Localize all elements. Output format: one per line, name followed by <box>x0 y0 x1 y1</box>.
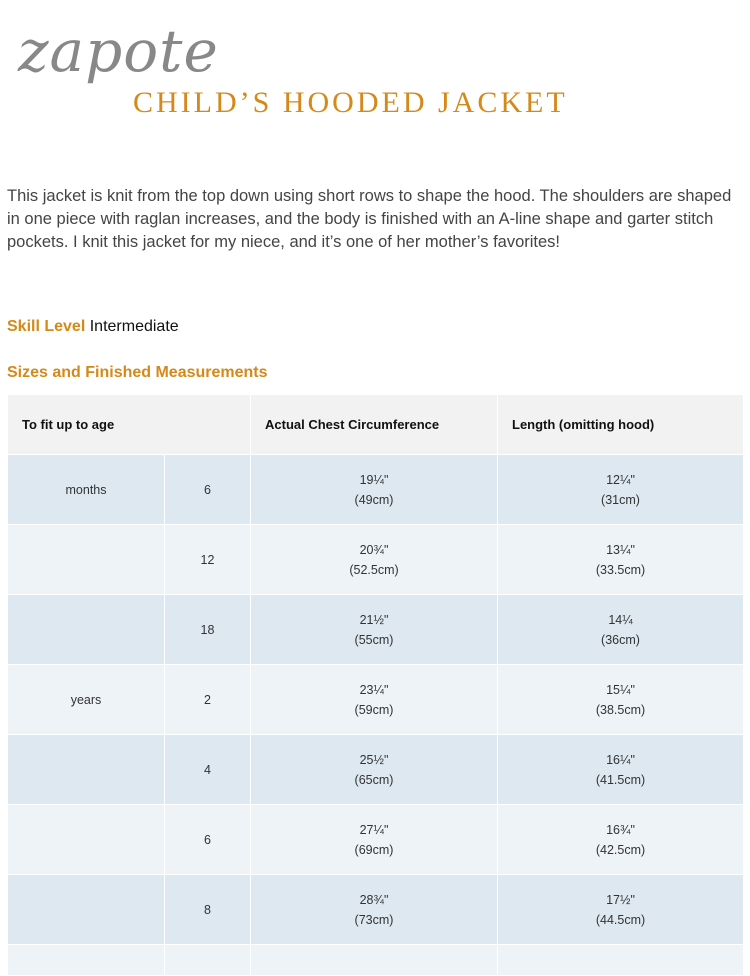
age-cell: 6 <box>165 805 251 875</box>
chest-cell-cm: (49cm) <box>354 492 394 507</box>
age-cell: 12 <box>165 525 251 595</box>
length-cell-in: 15¼" <box>606 682 635 697</box>
chest-cell <box>251 735 498 805</box>
length-cell-in: 12¼" <box>606 472 635 487</box>
chest-cell <box>251 525 498 595</box>
empty-cell <box>8 945 165 976</box>
length-cell-in: 14¼ <box>608 612 633 627</box>
length-cell-cm: (44.5cm) <box>595 912 646 927</box>
chest-cell <box>251 875 498 945</box>
chest-cell-in: 25½" <box>359 752 389 767</box>
chest-cell-in: 23¼" <box>359 682 389 697</box>
skill-level-value: Intermediate <box>89 318 179 335</box>
empty-cell <box>251 945 498 976</box>
length-cell <box>498 875 744 945</box>
age-unit-cell <box>8 525 165 595</box>
chest-cell-cm: (59cm) <box>354 702 394 717</box>
sizes-heading: Sizes and Finished Measurements <box>7 364 268 381</box>
age-unit-cell <box>8 875 165 945</box>
length-cell <box>498 665 744 735</box>
age-unit-cell <box>8 805 165 875</box>
skill-level <box>7 318 179 336</box>
chest-cell-in: 19¼" <box>359 472 389 487</box>
chest-cell <box>251 805 498 875</box>
chest-cell-in: 27¼" <box>359 822 389 837</box>
column-header-age: To fit up to age <box>8 395 251 455</box>
table-row <box>8 805 744 875</box>
length-cell <box>498 595 744 665</box>
empty-cell <box>165 945 251 976</box>
table-row <box>8 525 744 595</box>
chest-cell-in: 28¾" <box>359 892 389 907</box>
column-header-length: Length (omitting hood) <box>498 395 744 455</box>
age-unit-cell: years <box>8 665 165 735</box>
table-row <box>8 595 744 665</box>
age-unit-cell <box>8 735 165 805</box>
chest-cell-cm: (55cm) <box>354 632 394 647</box>
empty-cell <box>498 945 744 976</box>
table-row <box>8 735 744 805</box>
intro-paragraph: This jacket is knit from the top down using short rows to shape the hood. The shoulders are shaped in one piece with raglan increases, and the body is finished with an A-line shape and garter stitch pockets. I knit this jacket for my niece, and it’s one of her mother’s favorites! <box>7 186 732 251</box>
chest-cell-cm: (73cm) <box>354 912 394 927</box>
length-cell-cm: (41.5cm) <box>595 772 646 787</box>
skill-level-label: Skill Level <box>7 318 86 335</box>
length-cell-cm: (42.5cm) <box>595 842 646 857</box>
length-cell-cm: (36cm) <box>601 632 640 647</box>
table-header-row <box>8 395 744 455</box>
length-cell-in: 16¾" <box>606 822 635 837</box>
chest-cell-in: 21½" <box>359 612 389 627</box>
chest-cell <box>251 455 498 525</box>
age-cell: 6 <box>165 455 251 525</box>
length-cell <box>498 455 744 525</box>
table-row <box>8 665 744 735</box>
age-cell: 8 <box>165 875 251 945</box>
length-cell <box>498 525 744 595</box>
sizes-table <box>7 394 744 976</box>
age-cell: 4 <box>165 735 251 805</box>
age-cell: 2 <box>165 665 251 735</box>
table-row-empty <box>8 945 744 976</box>
chest-cell-cm: (69cm) <box>354 842 394 857</box>
chest-cell-in: 20¾" <box>359 542 389 557</box>
column-header-chest: Actual Chest Circumference <box>251 395 498 455</box>
age-unit-cell <box>8 595 165 665</box>
length-cell-in: 13¼" <box>606 542 635 557</box>
page-title: CHILD’S HOODED JACKET <box>133 86 568 119</box>
chest-cell-cm: (65cm) <box>354 772 394 787</box>
chest-cell <box>251 595 498 665</box>
length-cell-cm: (38.5cm) <box>595 702 646 717</box>
brand-logo: zapote <box>18 17 219 85</box>
chest-cell-cm: (52.5cm) <box>349 562 399 577</box>
length-cell-cm: (33.5cm) <box>595 562 646 577</box>
chest-cell <box>251 665 498 735</box>
length-cell-in: 16¼" <box>606 752 635 767</box>
length-cell-in: 17½" <box>606 892 635 907</box>
length-cell-cm: (31cm) <box>601 492 640 507</box>
table-row <box>8 455 744 525</box>
age-cell: 18 <box>165 595 251 665</box>
length-cell <box>498 805 744 875</box>
table-row <box>8 875 744 945</box>
age-unit-cell: months <box>8 455 165 525</box>
length-cell <box>498 735 744 805</box>
